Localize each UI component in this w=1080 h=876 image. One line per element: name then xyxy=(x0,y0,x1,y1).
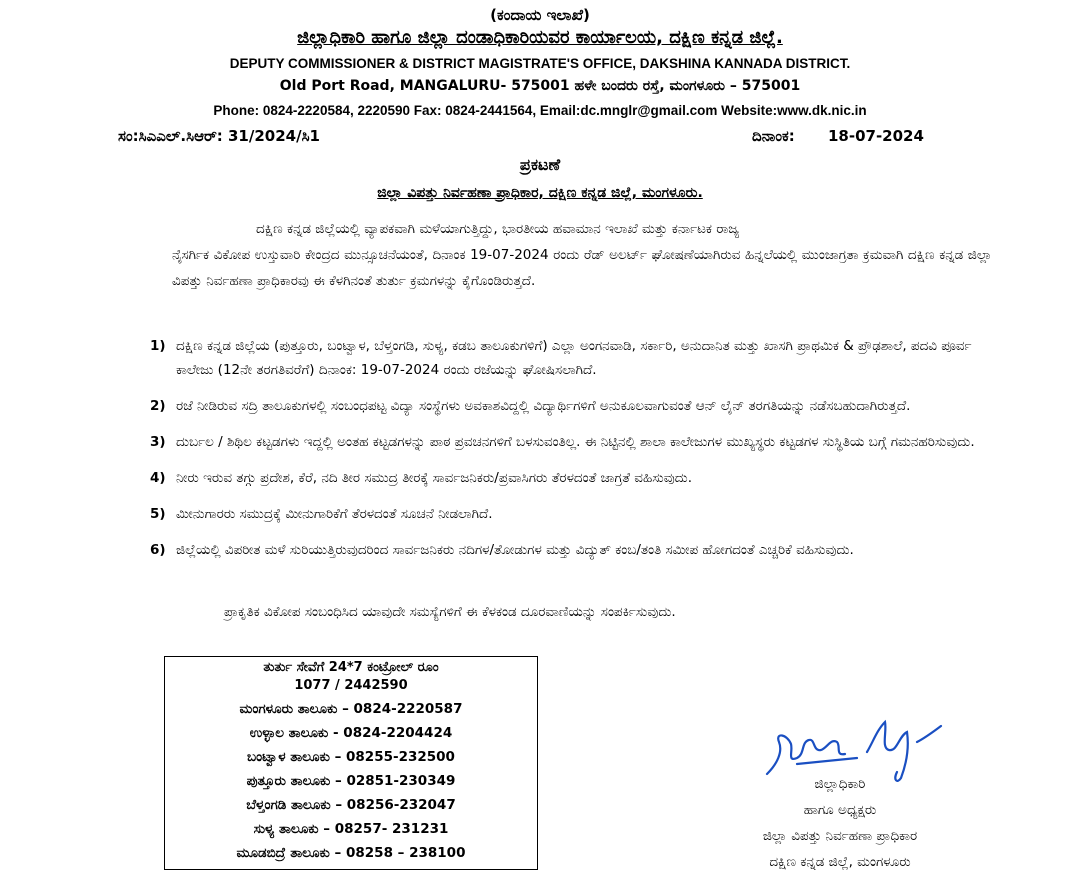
list-item xyxy=(150,538,990,562)
control-room-heading: ತುರ್ತು ಸೇವೆಗೆ 24*7 ಕಂಟ್ರೋಲ್ ರೂಂ xyxy=(263,660,439,675)
signatory-title: ಜಿಲ್ಲಾಧಿಕಾರಿ xyxy=(814,776,866,792)
closing-line: ಪ್ರಾಕೃತಿಕ ವಿಕೋಪ ಸಂಬಂಧಿಸಿದ ಯಾವುದೇ ಸಮಸ್ಯೆಗಳಿಗೆ ಈ ಕೆಳಕಂಡ ದೂರವಾಣಿಯನ್ನು ಸಂಪರ್ಕಿಸುವುದು. xyxy=(224,604,676,620)
taluk-phone: ಮೂಡಬಿದ್ರೆ ತಾಲೂಕು – 08258 – 238100 xyxy=(236,845,466,861)
taluk-phone: ಸುಳ್ಯ ತಾಲೂಕು – 08257- 231231 xyxy=(253,821,449,837)
taluk-list xyxy=(165,697,537,865)
action-list xyxy=(150,334,990,574)
signatory-authority: ಜಿಲ್ಲಾ ವಿಪತ್ತು ನಿರ್ವಹಣಾ ಪ್ರಾಧಿಕಾರ xyxy=(762,828,918,844)
date-value: 18-07-2024 xyxy=(827,127,924,145)
reference-number: ಸಂ:ಸಿಎಎಲ್.ಸಿಆರ್: 31/2024/ಸಿ1 xyxy=(118,127,320,145)
list-item-number: 3) xyxy=(150,434,166,450)
control-room-box xyxy=(164,656,538,870)
list-item xyxy=(150,430,990,454)
list-item-number: 1) xyxy=(150,338,166,354)
list-item xyxy=(150,334,990,382)
list-item-number: 2) xyxy=(150,398,166,414)
list-item xyxy=(150,394,990,418)
signature-block xyxy=(680,772,1000,876)
taluk-phone: ಬಂಟ್ವಾಳ ತಾಲೂಕು – 08255-232500 xyxy=(247,749,455,765)
list-item-text: ದಕ್ಷಿಣ ಕನ್ನಡ ಜಿಲ್ಲೆಯ (ಪುತ್ತೂರು, ಬಂಟ್ವಾಳ, ಬೆಳ್ತಂಗಡಿ, ಸುಳ್ಯ, ಕಡಬ ತಾಲೂಕುಗಳಿಗೆ) ಎಲ್ಲಾ ಅಂಗನವಾಡಿ, ಸರ್ಕಾರಿ, ಅನುದಾನಿತ ಮತ್ತು ಖಾಸಗಿ ಪ್ರಾಥಮಿಕ & ಪ್ರೌಢಶಾಲೆ, ಪದವಿ ಪೂರ್ವ ಕಾಲೇಜು (12ನೇ ತರಗತಿವರೆಗೆ) ದಿನಾಂಕ: 19-07-2024 ರಂದು ರಜೆಯನ್ನು ಘೋಷಿಸಲಾಗಿದೆ. xyxy=(176,338,972,378)
list-item-text: ನೀರು ಇರುವ ತಗ್ಗು ಪ್ರದೇಶ, ಕೆರೆ, ನದಿ ತೀರ ಸಮುದ್ರ ತೀರಕ್ಕೆ ಸಾರ್ವಜನಿಕರು/ಪ್ರವಾಸಿಗರು ತೆರಳದಂತೆ ಜಾಗ್ರತೆ ವಹಿಸುವುದು. xyxy=(176,470,692,486)
notice-title: ಪ್ರಕಟಣೆ xyxy=(519,155,561,174)
intro-rest: ನೈಸರ್ಗಿಕ ವಿಕೋಪ ಉಸ್ತುವಾರಿ ಕೇಂದ್ರದ ಮುನ್ಸೂಚನೆಯಂತೆ, ದಿನಾಂಕ 19-07-2024 ರಂದು ರೆಡ್ ಅಲರ್ಟ್ ಘೋಷಣೆಯಾಗಿರುವ ಹಿನ್ನಲೆಯಲ್ಲಿ ಮುಂಜಾಗ್ರತಾ ಕ್ರಮವಾಗಿ ದಕ್ಷಿಣ ಕನ್ನಡ ಜಿಲ್ಲಾ ವಿಪತ್ತು ನಿರ್ವಹಣಾ ಪ್ರಾಧಿಕಾರವು ಈ ಕೆಳಗಿನಂತೆ ತುರ್ತು ಕ್ರಮಗಳನ್ನು ಕೈಗೊಂಡಿರುತ್ತದೆ. xyxy=(172,247,992,289)
list-item-text: ದುರ್ಬಲ / ಶಿಥಿಲ ಕಟ್ಟಡಗಳು ಇದ್ದಲ್ಲಿ ಅಂತಹ ಕಟ್ಟಡಗಳನ್ನು ಪಾಠ ಪ್ರವಚನಗಳಿಗೆ ಬಳಸುವಂತಿಲ್ಲ. ಈ ನಿಟ್ಟಿನಲ್ಲಿ ಶಾಲಾ ಕಾಲೇಜುಗಳ ಮುಖ್ಯಸ್ಥರು ಕಟ್ಟಡಗಳ ಸುಸ್ಥಿತಿಯ ಬಗ್ಗೆ ಗಮನಹರಿಸುವುದು. xyxy=(176,434,975,450)
notice-subtitle: ಜಿಲ್ಲಾ ವಿಪತ್ತು ನಿರ್ವಹಣಾ ಪ್ರಾಧಿಕಾರ, ದಕ್ಷಿಣ ಕನ್ನಡ ಜಿಲ್ಲೆ, ಮಂಗಳೂರು. xyxy=(377,185,703,201)
office-title-kannada: ಜಿಲ್ಲಾಧಿಕಾರಿ ಹಾಗೂ ಜಿಲ್ಲಾ ದಂಡಾಧಿಕಾರಿಯವರ ಕಾರ್ಯಾಲಯ, ದಕ್ಷಿಣ ಕನ್ನಡ ಜಿಲ್ಲೆ. xyxy=(297,27,783,48)
list-item-text: ಜಿಲ್ಲೆಯಲ್ಲಿ ವಿಪರೀತ ಮಳೆ ಸುರಿಯುತ್ತಿರುವುದರಿಂದ ಸಾರ್ವಜನಿಕರು ನದಿಗಳ/ತೋಡುಗಳ ಮತ್ತು ವಿದ್ಯುತ್ ಕಂಬ/ತಂತಿ ಸಮೀಪ ಹೋಗದಂತೆ ಎಚ್ಚರಿಕೆ ವಹಿಸುವುದು. xyxy=(176,542,854,558)
office-contact: Phone: 0824-2220584, 2220590 Fax: 0824-2441564, Email:dc.mnglr@gmail.com Website:www.dk.nic.in xyxy=(213,103,867,118)
taluk-phone: ಮಂಗಳೂರು ತಾಲೂಕು – 0824-2220587 xyxy=(239,701,463,717)
office-address: Old Port Road, MANGALURU- 575001 ಹಳೇ ಬಂದರು ರಸ್ತೆ, ಮಂಗಳೂರು – 575001 xyxy=(279,78,801,94)
department-label: (ಕಂದಾಯ ಇಲಾಖೆ) xyxy=(490,6,590,24)
list-item-number: 5) xyxy=(150,506,166,522)
taluk-phone: ಬೆಳ್ತಂಗಡಿ ತಾಲೂಕು – 08256-232047 xyxy=(246,797,456,813)
taluk-phone: ಪುತ್ತೂರು ತಾಲೂಕು – 02851-230349 xyxy=(246,773,456,789)
control-room-number: 1077 / 2442590 xyxy=(294,678,408,693)
intro-first-line: ದಕ್ಷಿಣ ಕನ್ನಡ ಜಿಲ್ಲೆಯಲ್ಲಿ ವ್ಯಾಪಕವಾಗಿ ಮಳೆಯಾಗುತ್ತಿದ್ದು, ಭಾರತೀಯ ಹವಾಮಾನ ಇಲಾಖೆ ಮತ್ತು ಕರ್ನಾಟಕ ರಾಜ್ಯ xyxy=(256,221,740,237)
list-item-number: 6) xyxy=(150,542,166,558)
signatory-role: ಹಾಗೂ ಅಧ್ಯಕ್ಷರು xyxy=(803,802,877,818)
list-item-text: ಮೀನುಗಾರರು ಸಮುದ್ರಕ್ಕೆ ಮೀನುಗಾರಿಕೆಗೆ ತೆರಳದಂತೆ ಸೂಚನೆ ನೀಡಲಾಗಿದೆ. xyxy=(176,506,493,522)
date-field xyxy=(752,127,924,145)
list-item xyxy=(150,466,990,490)
taluk-phone: ಉಳ್ಳಾಲ ತಾಲೂಕು - 0824-2204424 xyxy=(249,725,453,741)
signatory-location: ದಕ್ಷಿಣ ಕನ್ನಡ ಜಿಲ್ಲೆ, ಮಂಗಳೂರು xyxy=(769,854,911,870)
office-title-english: DEPUTY COMMISSIONER & DISTRICT MAGISTRATE'S OFFICE, DAKSHINA KANNADA DISTRICT. xyxy=(229,56,851,71)
date-label: ದಿನಾಂಕ: xyxy=(752,127,795,145)
list-item xyxy=(150,502,990,526)
list-item-text: ರಜೆ ನೀಡಿರುವ ಸದ್ರಿ ತಾಲೂಕುಗಳಲ್ಲಿ ಸಂಬಂಧಪಟ್ಟ ವಿದ್ಯಾ ಸಂಸ್ಥೆಗಳು ಅವಕಾಶವಿದ್ದಲ್ಲಿ ವಿದ್ಯಾರ್ಥಿಗಳಿಗೆ ಅನುಕೂಲವಾಗುವಂತೆ ಆನ್ ಲೈನ್ ತರಗತಿಯನ್ನು ನಡೆಸಬಹುದಾಗಿರುತ್ತದೆ. xyxy=(176,398,911,414)
list-item-number: 4) xyxy=(150,470,166,486)
